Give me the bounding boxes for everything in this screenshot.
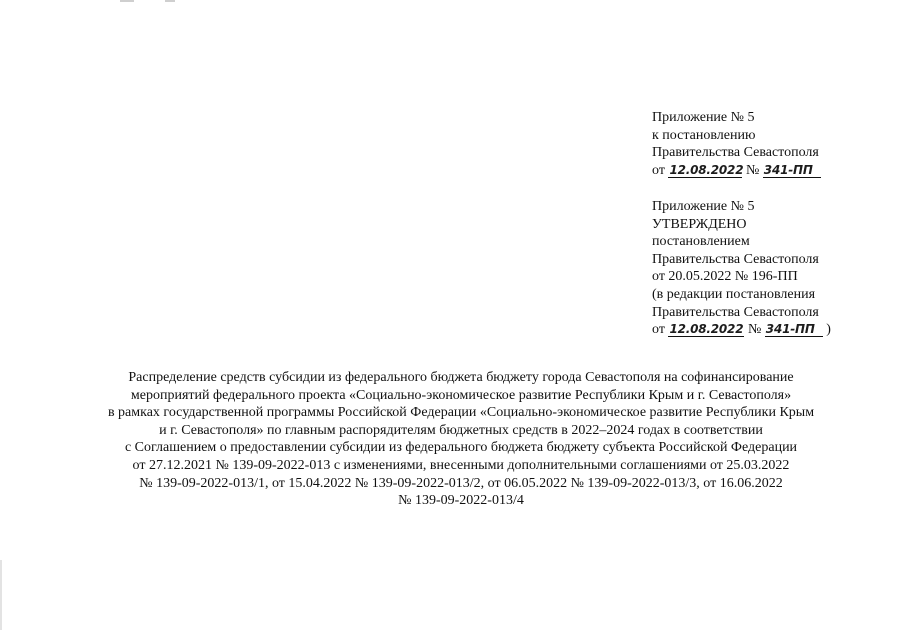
document-title (40, 369, 882, 510)
from-label: от (652, 162, 665, 178)
appendix-header (652, 109, 821, 179)
title-line: Распределение средств субсидии из федерального бюджета бюджету города Севастополя на софинансирование (128, 370, 794, 385)
title-line: мероприятий федерального проекта «Социально-экономическое развитие Республики Крым и г. Севастополя» (130, 387, 792, 403)
handwritten-date: 12.08.2022 (669, 322, 744, 337)
decree-date-number-line (652, 162, 821, 180)
closing-parenthesis: ) (826, 322, 831, 338)
scan-artifact (120, 0, 134, 2)
issuing-body: Правительства Севастополя (652, 251, 819, 267)
issuing-body: Правительства Севастополя (652, 304, 819, 320)
scan-artifact (0, 560, 2, 630)
handwritten-number: 341-ПП (763, 163, 821, 178)
title-line: с Соглашением о предоставлении субсидии из федерального бюджета бюджету субъекта Российской Федерации (124, 440, 798, 456)
appendix-reference: к постановлению (652, 127, 756, 143)
issuing-body: Правительства Севастополя (652, 145, 819, 161)
number-label: № (745, 162, 760, 178)
approved-stamp-text: УТВЕРЖДЕНО (652, 216, 747, 232)
appendix-number: Приложение № 5 (652, 199, 755, 214)
approval-header (652, 198, 831, 339)
approval-reference: постановлением (652, 234, 750, 250)
handwritten-date: 12.08.2022 (669, 162, 744, 177)
scan-artifact (165, 0, 175, 2)
title-line: № 139-09-2022-013/1, от 15.04.2022 № 139-09-2022-013/2, от 06.05.2022 № 139-09-2022-013/3, от 16.06.2022 (139, 475, 783, 491)
revision-date-number-line (652, 321, 831, 339)
title-line: в рамках государственной программы Российской Федерации «Социально-экономическое развитие Республики Крым (107, 405, 815, 421)
handwritten-number: 341-ПП (765, 322, 823, 337)
from-label: от (652, 322, 665, 338)
revision-note: (в редакции постановления (652, 286, 816, 302)
number-label: № (747, 322, 762, 338)
title-line: № 139-09-2022-013/4 (398, 493, 524, 509)
appendix-number: Приложение № 5 (652, 110, 755, 125)
title-line: от 27.12.2021 № 139-09-2022-013 с изменениями, внесенными дополнительными соглашениями от 25.03.2022 (132, 457, 790, 473)
title-line: и г. Севастополя» по главным распорядителям бюджетных средств в 2022–2024 годах в соответствии (159, 422, 763, 438)
original-decree-line: от 20.05.2022 № 196-ПП (652, 269, 798, 285)
